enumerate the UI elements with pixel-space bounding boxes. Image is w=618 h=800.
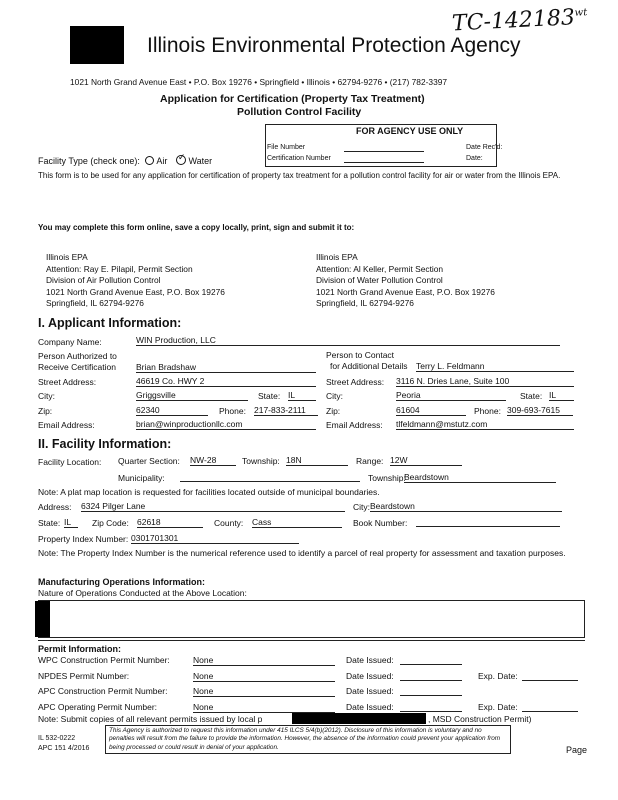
file-number-label: File Number: [267, 144, 306, 151]
air-address: [46, 252, 225, 310]
book-label: Book Number:: [353, 518, 408, 528]
auth-name-field[interactable]: Brian Bradshaw: [136, 362, 316, 373]
county-label: County:: [214, 518, 244, 528]
facility-zip-label: Zip Code:: [92, 518, 129, 528]
company-label: Company Name:: [38, 337, 102, 347]
street2-label: Street Address:: [326, 377, 385, 387]
permit-exp-label: Exp. Date:: [478, 671, 518, 681]
air-address-line: Springfield, IL 62794-9276: [46, 298, 144, 308]
phone2-label: Phone:: [474, 406, 501, 416]
phone-label: Phone:: [219, 406, 246, 416]
zip-field[interactable]: 62340: [136, 405, 208, 416]
permit-label: NPDES Permit Number:: [38, 671, 130, 681]
email2-field[interactable]: tlfeldmann@mstutz.com: [396, 419, 574, 430]
air-address-line: Attention: Ray E. Pilapil, Permit Section: [46, 263, 193, 274]
facility-state-field[interactable]: IL: [64, 517, 78, 528]
email2-label: Email Address:: [326, 420, 383, 430]
facility-city-field[interactable]: Beardstown: [370, 501, 562, 512]
permit-date-label: Date Issued:: [346, 655, 394, 665]
water-address-line: Illinois EPA: [316, 252, 358, 262]
permit-note-start: Note: Submit copies of all relevant permits issued by local p: [38, 714, 263, 724]
logo-redaction: [70, 26, 124, 64]
permit-exp-field[interactable]: [522, 702, 578, 712]
state-field[interactable]: IL: [288, 390, 316, 401]
township2-label: Township:: [368, 473, 406, 483]
water-label: Water: [188, 156, 213, 166]
permit-date-field[interactable]: [400, 655, 462, 665]
water-address-line: 1021 North Grand Avenue East, P.O. Box 19276: [316, 286, 495, 297]
permit-row: [38, 686, 578, 698]
street2-field[interactable]: 3116 N. Dries Lane, Suite 100: [396, 376, 574, 387]
city2-field[interactable]: Peoria: [396, 390, 506, 401]
permit-label: APC Construction Permit Number:: [38, 686, 168, 696]
permit-note-redaction: [292, 713, 426, 724]
stamp-number: TC-142183: [451, 5, 576, 37]
cert-number-label: Certification Number: [267, 155, 331, 162]
book-field[interactable]: [416, 517, 560, 527]
air-radio[interactable]: [145, 156, 154, 165]
municipality-field[interactable]: [180, 472, 360, 482]
facility-city-label: City:: [353, 502, 370, 512]
quarter-section-label: Quarter Section:: [118, 456, 180, 466]
range-field[interactable]: 12W: [390, 455, 462, 466]
auth-label-2: Receive Certification: [38, 362, 116, 372]
submit-instructions: You may complete this form online, save a copy locally, print, sign and submit it to:: [38, 223, 355, 232]
air-address-line: Illinois EPA: [46, 252, 88, 262]
email-label: Email Address:: [38, 420, 95, 430]
file-number-field[interactable]: [344, 151, 424, 152]
contact-label-2: for Additional Details: [330, 361, 408, 371]
range-label: Range:: [356, 456, 384, 466]
intro-text: This form is to be used for any application for certification of property tax treatment for a pollution control facility for air or water from the Illinois EPA.: [38, 171, 561, 180]
facility-type-row: [38, 152, 213, 166]
agency-use-title: FOR AGENCY USE ONLY: [356, 126, 464, 136]
pin-note: Note: The Property Index Number is the numerical reference used to identify a parcel of real property for assessment and taxation purposes.: [38, 548, 566, 558]
pin-field[interactable]: 0301701301: [131, 533, 299, 544]
agency-use-box: [265, 124, 503, 167]
permit-value-field[interactable]: None: [193, 686, 335, 697]
nature-label: Nature of Operations Conducted at the Above Location:: [38, 588, 247, 598]
nature-redaction: [35, 601, 50, 637]
manufacturing-heading: Manufacturing Operations Information:: [38, 577, 206, 587]
township-field[interactable]: 18N: [286, 455, 348, 466]
agency-title: Illinois Environmental Protection Agency: [147, 34, 521, 57]
city-label: City:: [38, 391, 55, 401]
water-address: [316, 252, 495, 310]
check-mark-icon: ✓: [177, 152, 186, 162]
email-field[interactable]: brian@winproductionllc.com: [136, 419, 316, 430]
applicant-heading: I. Applicant Information:: [38, 316, 182, 330]
city2-label: City:: [326, 391, 343, 401]
contact-label-1: Person to Contact: [326, 350, 395, 360]
disclaimer-box: [105, 725, 511, 754]
permit-note: [38, 714, 578, 725]
street-label: Street Address:: [38, 377, 97, 387]
permit-row: [38, 655, 578, 667]
date-recd-label: Date Rec'd:: [466, 144, 503, 151]
nature-box-underline: [38, 640, 585, 641]
county-field[interactable]: Cass: [252, 517, 342, 528]
street-field[interactable]: 46619 Co. HWY 2: [136, 376, 316, 387]
water-address-line: Attention: Al Keller, Permit Section: [316, 263, 444, 274]
nature-box[interactable]: [38, 600, 585, 638]
location-label: Facility Location:: [38, 457, 102, 467]
permit-date-label: Date Issued:: [346, 671, 394, 681]
facility-address-field[interactable]: 6324 Pilger Lane: [81, 501, 345, 512]
permit-date-field[interactable]: [400, 686, 462, 696]
facility-address-label: Address:: [38, 502, 72, 512]
quarter-section-field[interactable]: NW-28: [190, 455, 236, 466]
phone2-field[interactable]: 309-693-7615: [507, 405, 573, 416]
zip2-field[interactable]: 61604: [396, 405, 466, 416]
plat-note: Note: A plat map location is requested for facilities located outside of municipal boundaries.: [38, 487, 380, 497]
air-label: Air: [156, 156, 168, 166]
water-address-line: Springfield, IL 62794-9276: [316, 298, 414, 308]
permit-exp-label: Exp. Date:: [478, 702, 518, 712]
facility-state-label: State:: [38, 518, 61, 528]
company-field[interactable]: WIN Production, LLC: [136, 335, 560, 346]
auth-label-1: Person Authorized to: [38, 351, 117, 361]
form-subtitle: Pollution Control Facility: [237, 106, 362, 118]
permit-value-field[interactable]: None: [193, 671, 335, 682]
water-address-line: Division of Water Pollution Control: [316, 275, 443, 285]
zip-label: Zip:: [38, 406, 53, 416]
zip2-label: Zip:: [326, 406, 341, 416]
agency-address: 1021 North Grand Avenue East • P.O. Box 19276 • Springfield • Illinois • 62794-9276 • (217) 782-3397: [70, 77, 448, 87]
state2-label: State:: [520, 391, 543, 401]
disclaimer-text: This Agency is authorized to request this information under 415 ILCS 5/4(b)(2012). Disclosure of this information is voluntary and no penalties will result from the failure to provide the information. However, the absence of the information could prevent your application from being processed or could result in denial of your application.: [109, 727, 501, 751]
air-address-line: 1021 North Grand Avenue East, P.O. Box 19276: [46, 286, 225, 297]
water-radio[interactable]: [176, 152, 186, 165]
air-address-line: Division of Air Pollution Control: [46, 275, 161, 285]
permit-value-field[interactable]: None: [193, 655, 335, 666]
handwritten-stamp: [451, 4, 588, 36]
permit-date-label: Date Issued:: [346, 702, 394, 712]
page-label: Page: [566, 745, 588, 755]
permit-date-field[interactable]: [400, 671, 462, 681]
date-label: Date:: [466, 155, 483, 162]
stamp-sup: wt: [574, 7, 588, 19]
facility-heading: II. Facility Information:: [38, 437, 172, 451]
facility-zip-field[interactable]: 62618: [137, 517, 203, 528]
township2-field[interactable]: Beardstown: [404, 472, 556, 483]
permit-row: [38, 671, 578, 683]
pin-label: Property Index Number:: [38, 534, 129, 544]
state-label: State:: [258, 391, 281, 401]
form-apc-number: APC 151 4/2016: [38, 745, 90, 752]
contact-name-field[interactable]: Terry L. Feldmann: [416, 361, 574, 372]
permit-label: APC Operating Permit Number:: [38, 702, 158, 712]
phone-field[interactable]: 217-833-2111: [254, 405, 318, 416]
municipality-label: Municipality:: [118, 473, 165, 483]
state2-field[interactable]: IL: [549, 390, 574, 401]
permit-label: WPC Construction Permit Number:: [38, 655, 170, 665]
form-title: Application for Certification (Property Tax Treatment): [160, 93, 425, 105]
facility-type-label: Facility Type (check one):: [38, 156, 140, 166]
permit-note-end: , MSD Construction Permit): [428, 714, 532, 724]
permit-heading: Permit Information:: [38, 644, 122, 654]
cert-number-field[interactable]: [344, 162, 424, 163]
township-label: Township:: [242, 456, 280, 466]
permit-date-field[interactable]: [400, 702, 462, 712]
city-field[interactable]: Griggsville: [136, 390, 248, 401]
permit-value-field[interactable]: None: [193, 702, 335, 713]
permit-exp-field[interactable]: [522, 671, 578, 681]
permit-date-label: Date Issued:: [346, 686, 394, 696]
form-number: IL 532-0222: [38, 735, 76, 742]
